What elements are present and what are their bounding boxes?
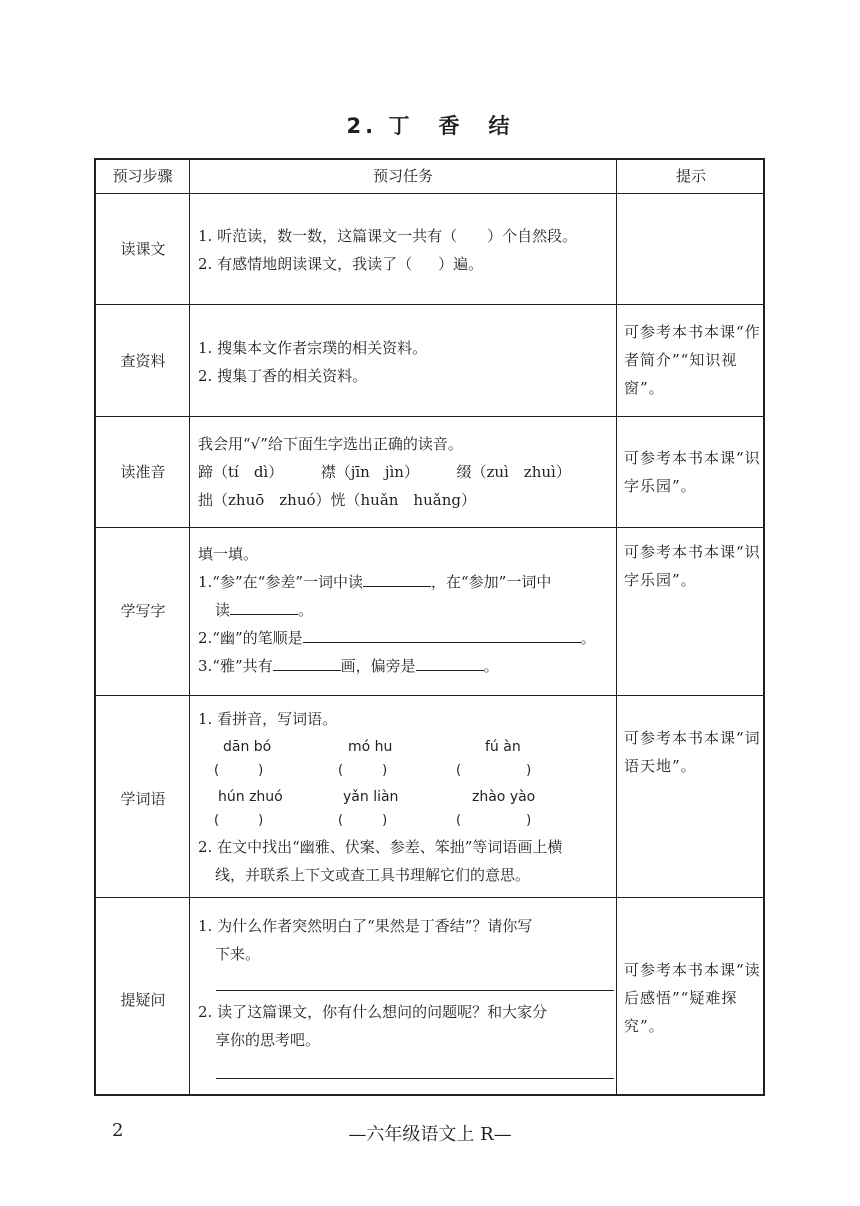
- task-words-q2: 2. 在文中找出“幽雅、伏案、参差、笨拙”等词语画上横: [198, 838, 563, 856]
- lesson-title: 2. 丁 香 结: [346, 114, 514, 138]
- pinyin-row-2: [198, 783, 616, 833]
- tip-search: 可参考本书本课“作者简介”“知识视窗”。: [624, 323, 761, 397]
- answer-parens[interactable]: ( ): [214, 763, 264, 778]
- pinyin: yǎn liàn: [343, 789, 399, 805]
- task-ask-q2-cont: 享你的思考吧。: [215, 1031, 321, 1049]
- answer-parens[interactable]: ( ): [338, 763, 388, 778]
- task-vocabulary: [198, 705, 616, 889]
- pinyin: dān bó: [223, 739, 272, 755]
- task-search-line-1: 1. 搜集本文作者宗璞的相关资料。: [198, 339, 428, 357]
- tip-write: 可参考本书本课“识字乐园”。: [624, 543, 761, 589]
- step-read: 读课文: [120, 240, 166, 258]
- answer-parens[interactable]: ( ): [456, 813, 532, 828]
- task-pron-line-2: 拙（zhuō zhuó）恍（huǎn huǎng）: [198, 491, 476, 509]
- pinyin: mó hu: [348, 739, 393, 755]
- answer-parens[interactable]: ( ): [214, 813, 264, 828]
- pinyin: hún zhuó: [218, 789, 283, 805]
- pinyin: zhào yào: [472, 789, 536, 805]
- answer-parens[interactable]: ( ): [456, 763, 532, 778]
- step-search: 查资料: [120, 352, 166, 370]
- row-divider: [96, 304, 763, 305]
- task-ask-q1: 1. 为什么作者突然明白了“果然是丁香结”？请你写: [198, 917, 533, 935]
- task-write-q1-cont: 读 。: [198, 596, 616, 624]
- row-divider: [96, 897, 763, 898]
- preview-table: [94, 158, 765, 1096]
- answer-blank[interactable]: [230, 598, 298, 615]
- task-write-intro: 填一填。: [198, 545, 259, 563]
- task-write-q3: 3.“雅”共有 画，偏旁是 。: [198, 652, 616, 680]
- step-questions: 提疑问: [120, 991, 166, 1009]
- step-write: 学写字: [120, 602, 166, 620]
- column-divider: [189, 160, 190, 1094]
- task-pron-intro: 我会用“√”给下面生字选出正确的读音。: [198, 435, 463, 453]
- row-divider: [96, 527, 763, 528]
- step-pronunciation: 读准音: [120, 463, 166, 481]
- answer-parens[interactable]: ( ): [338, 813, 388, 828]
- answer-line[interactable]: [216, 990, 614, 991]
- tip-questions: 可参考本书本课“读后感悟”“疑难探究”。: [624, 961, 761, 1035]
- task-read-line-1: 1. 听范读，数一数，这篇课文一共有（ ）个自然段。: [198, 227, 578, 245]
- task-pron-line-1: 蹄（tí dì） 襟（jīn jìn） 缀（zuì zhuì）: [198, 463, 571, 481]
- task-pronunciation: [198, 430, 616, 514]
- answer-blank[interactable]: [416, 654, 484, 671]
- answer-line[interactable]: [216, 1078, 614, 1079]
- header-task: 预习任务: [372, 167, 433, 185]
- row-divider: [96, 695, 763, 696]
- answer-blank[interactable]: [363, 570, 431, 587]
- book-footer: —六年级语文上 R—: [348, 1124, 512, 1145]
- row-divider: [96, 416, 763, 417]
- task-write-q1: 1.“参”在“参差”一词中读 ，在“参加”一词中: [198, 568, 616, 596]
- task-write-q2: 2.“幽”的笔顺是 。: [198, 624, 616, 652]
- header-step: 预习步骤: [112, 167, 173, 185]
- task-read-line-2: 2. 有感情地朗读课文，我读了（ ）遍。: [198, 255, 484, 273]
- task-write: [198, 540, 616, 680]
- tip-vocabulary: 可参考本书本课“词语天地”。: [624, 729, 761, 775]
- task-words-q1: 1. 看拼音，写词语。: [198, 710, 338, 728]
- column-divider: [616, 160, 617, 1094]
- pinyin-row-1: [198, 733, 616, 783]
- task-words-q2-cont: 线，并联系上下文或查工具书理解它们的意思。: [215, 866, 531, 884]
- task-read: [198, 222, 616, 278]
- tip-pronunciation: 可参考本书本课“识字乐园”。: [624, 449, 761, 495]
- pinyin: fú àn: [485, 739, 521, 755]
- header-tip: 提示: [675, 167, 706, 185]
- task-search: [198, 334, 616, 390]
- task-questions-2: [198, 998, 616, 1054]
- task-ask-q1-cont: 下来。: [215, 945, 261, 963]
- step-vocabulary: 学词语: [120, 790, 166, 808]
- task-search-line-2: 2. 搜集丁香的相关资料。: [198, 367, 368, 385]
- page-number: 2: [112, 1120, 124, 1141]
- task-ask-q2: 2. 读了这篇课文，你有什么想问的问题呢？和大家分: [198, 1003, 548, 1021]
- answer-blank[interactable]: [303, 626, 581, 643]
- task-questions: [198, 912, 616, 968]
- row-divider: [96, 193, 763, 194]
- answer-blank[interactable]: [273, 654, 341, 671]
